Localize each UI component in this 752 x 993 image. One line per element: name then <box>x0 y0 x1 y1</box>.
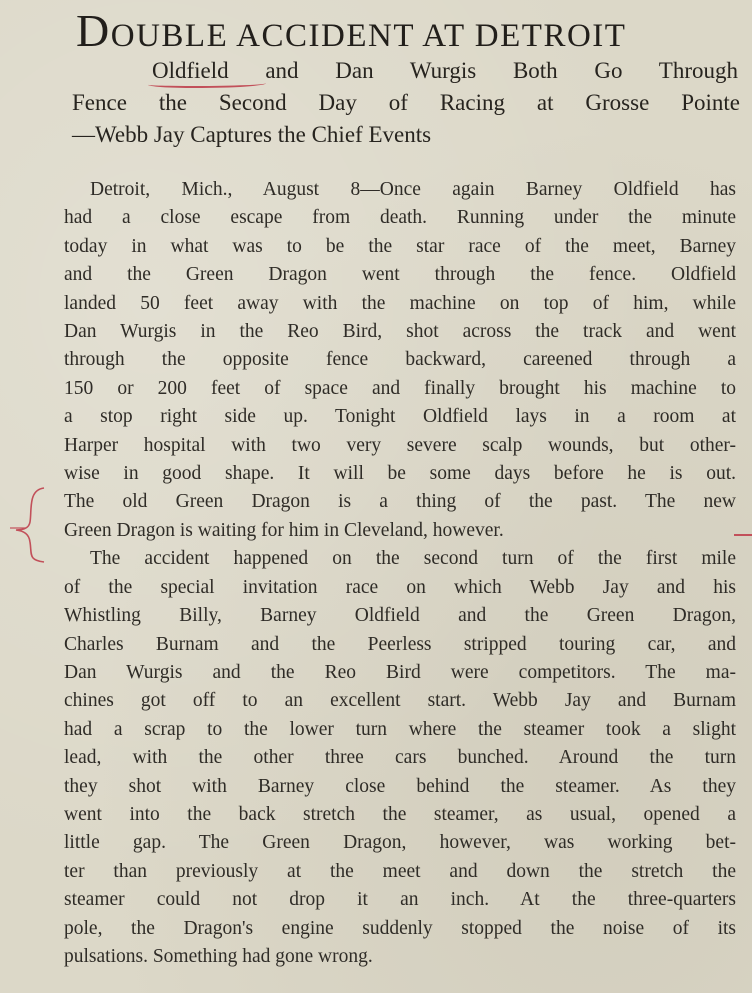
body-line: wise in good shape. It will be some days before he is out. <box>64 463 736 485</box>
body-line: steamer could not drop it an inch. At the three-quarters <box>64 889 736 911</box>
deck-line: —Webb Jay Captures the Chief Events <box>72 122 432 147</box>
body-line: Detroit, Mich., August 8—Once again Barney Oldfield has <box>90 179 736 200</box>
deck-line: Oldfield and Dan Wurgis Both Go Through <box>152 58 738 83</box>
body-line: went into the back stretch the steamer, as usual, opened a <box>64 803 736 825</box>
body-line: Green Dragon is waiting for him in Cleveland, however. <box>64 519 504 541</box>
body-line: and the Green Dragon went through the fence. Oldfield <box>64 264 736 286</box>
body-line: The old Green Dragon is a thing of the past. The new <box>64 491 736 513</box>
body-line: Dan Wurgis and the Reo Bird were competitors. The ma- <box>64 661 736 683</box>
body-line: they shot with Barney close behind the steamer. As they <box>64 775 736 797</box>
red-bracket-annotation <box>10 484 50 564</box>
body-line: through the opposite fence backward, careened through a <box>64 349 736 371</box>
headline-initial: D <box>76 5 111 56</box>
body-line: 150 or 200 feet of space and finally brought his machine to <box>64 377 736 399</box>
body-line: lead, with the other three cars bunched. Around the turn <box>64 747 736 769</box>
body-line: little gap. The Green Dragon, however, was working bet- <box>64 832 736 854</box>
body-line: had a close escape from death. Running under the minute <box>64 207 736 229</box>
body-line: landed 50 feet away with the machine on top of him, while <box>64 292 736 314</box>
body-line: today in what was to be the star race of the meet, Barney <box>64 235 736 257</box>
body-line: Harper hospital with two very severe scalp wounds, but other- <box>64 434 736 456</box>
body-line: of the special invitation race on which Webb Jay and his <box>64 576 736 598</box>
body-line: The accident happened on the second turn of the first mile <box>90 548 736 570</box>
body-line: chines got off to an excellent start. Webb Jay and Burnam <box>64 690 736 712</box>
red-margin-mark <box>734 534 752 536</box>
body-line: Dan Wurgis in the Reo Bird, shot across the track and went <box>64 321 736 343</box>
red-underline-annotation <box>148 80 266 88</box>
body-line: Charles Burnam and the Peerless stripped touring car, and <box>64 633 736 655</box>
body-line: a stop right side up. Tonight Oldfield lays in a room at <box>64 406 736 428</box>
body-line: pulsations. Something had gone wrong. <box>64 945 373 967</box>
body-line: ter than previously at the meet and down the stretch the <box>64 860 736 882</box>
deck-line: Fence the Second Day of Racing at Grosse Pointe <box>72 90 740 115</box>
headline-rest: OUBLE ACCIDENT AT DETROIT <box>110 18 627 54</box>
body-line: Whistling Billy, Barney Oldfield and the Green Dragon, <box>64 605 736 627</box>
article-body <box>64 176 736 971</box>
headline <box>76 6 752 61</box>
body-line: pole, the Dragon's engine suddenly stopped the noise of its <box>64 917 736 939</box>
body-line: had a scrap to the lower turn where the steamer took a slight <box>64 718 736 740</box>
